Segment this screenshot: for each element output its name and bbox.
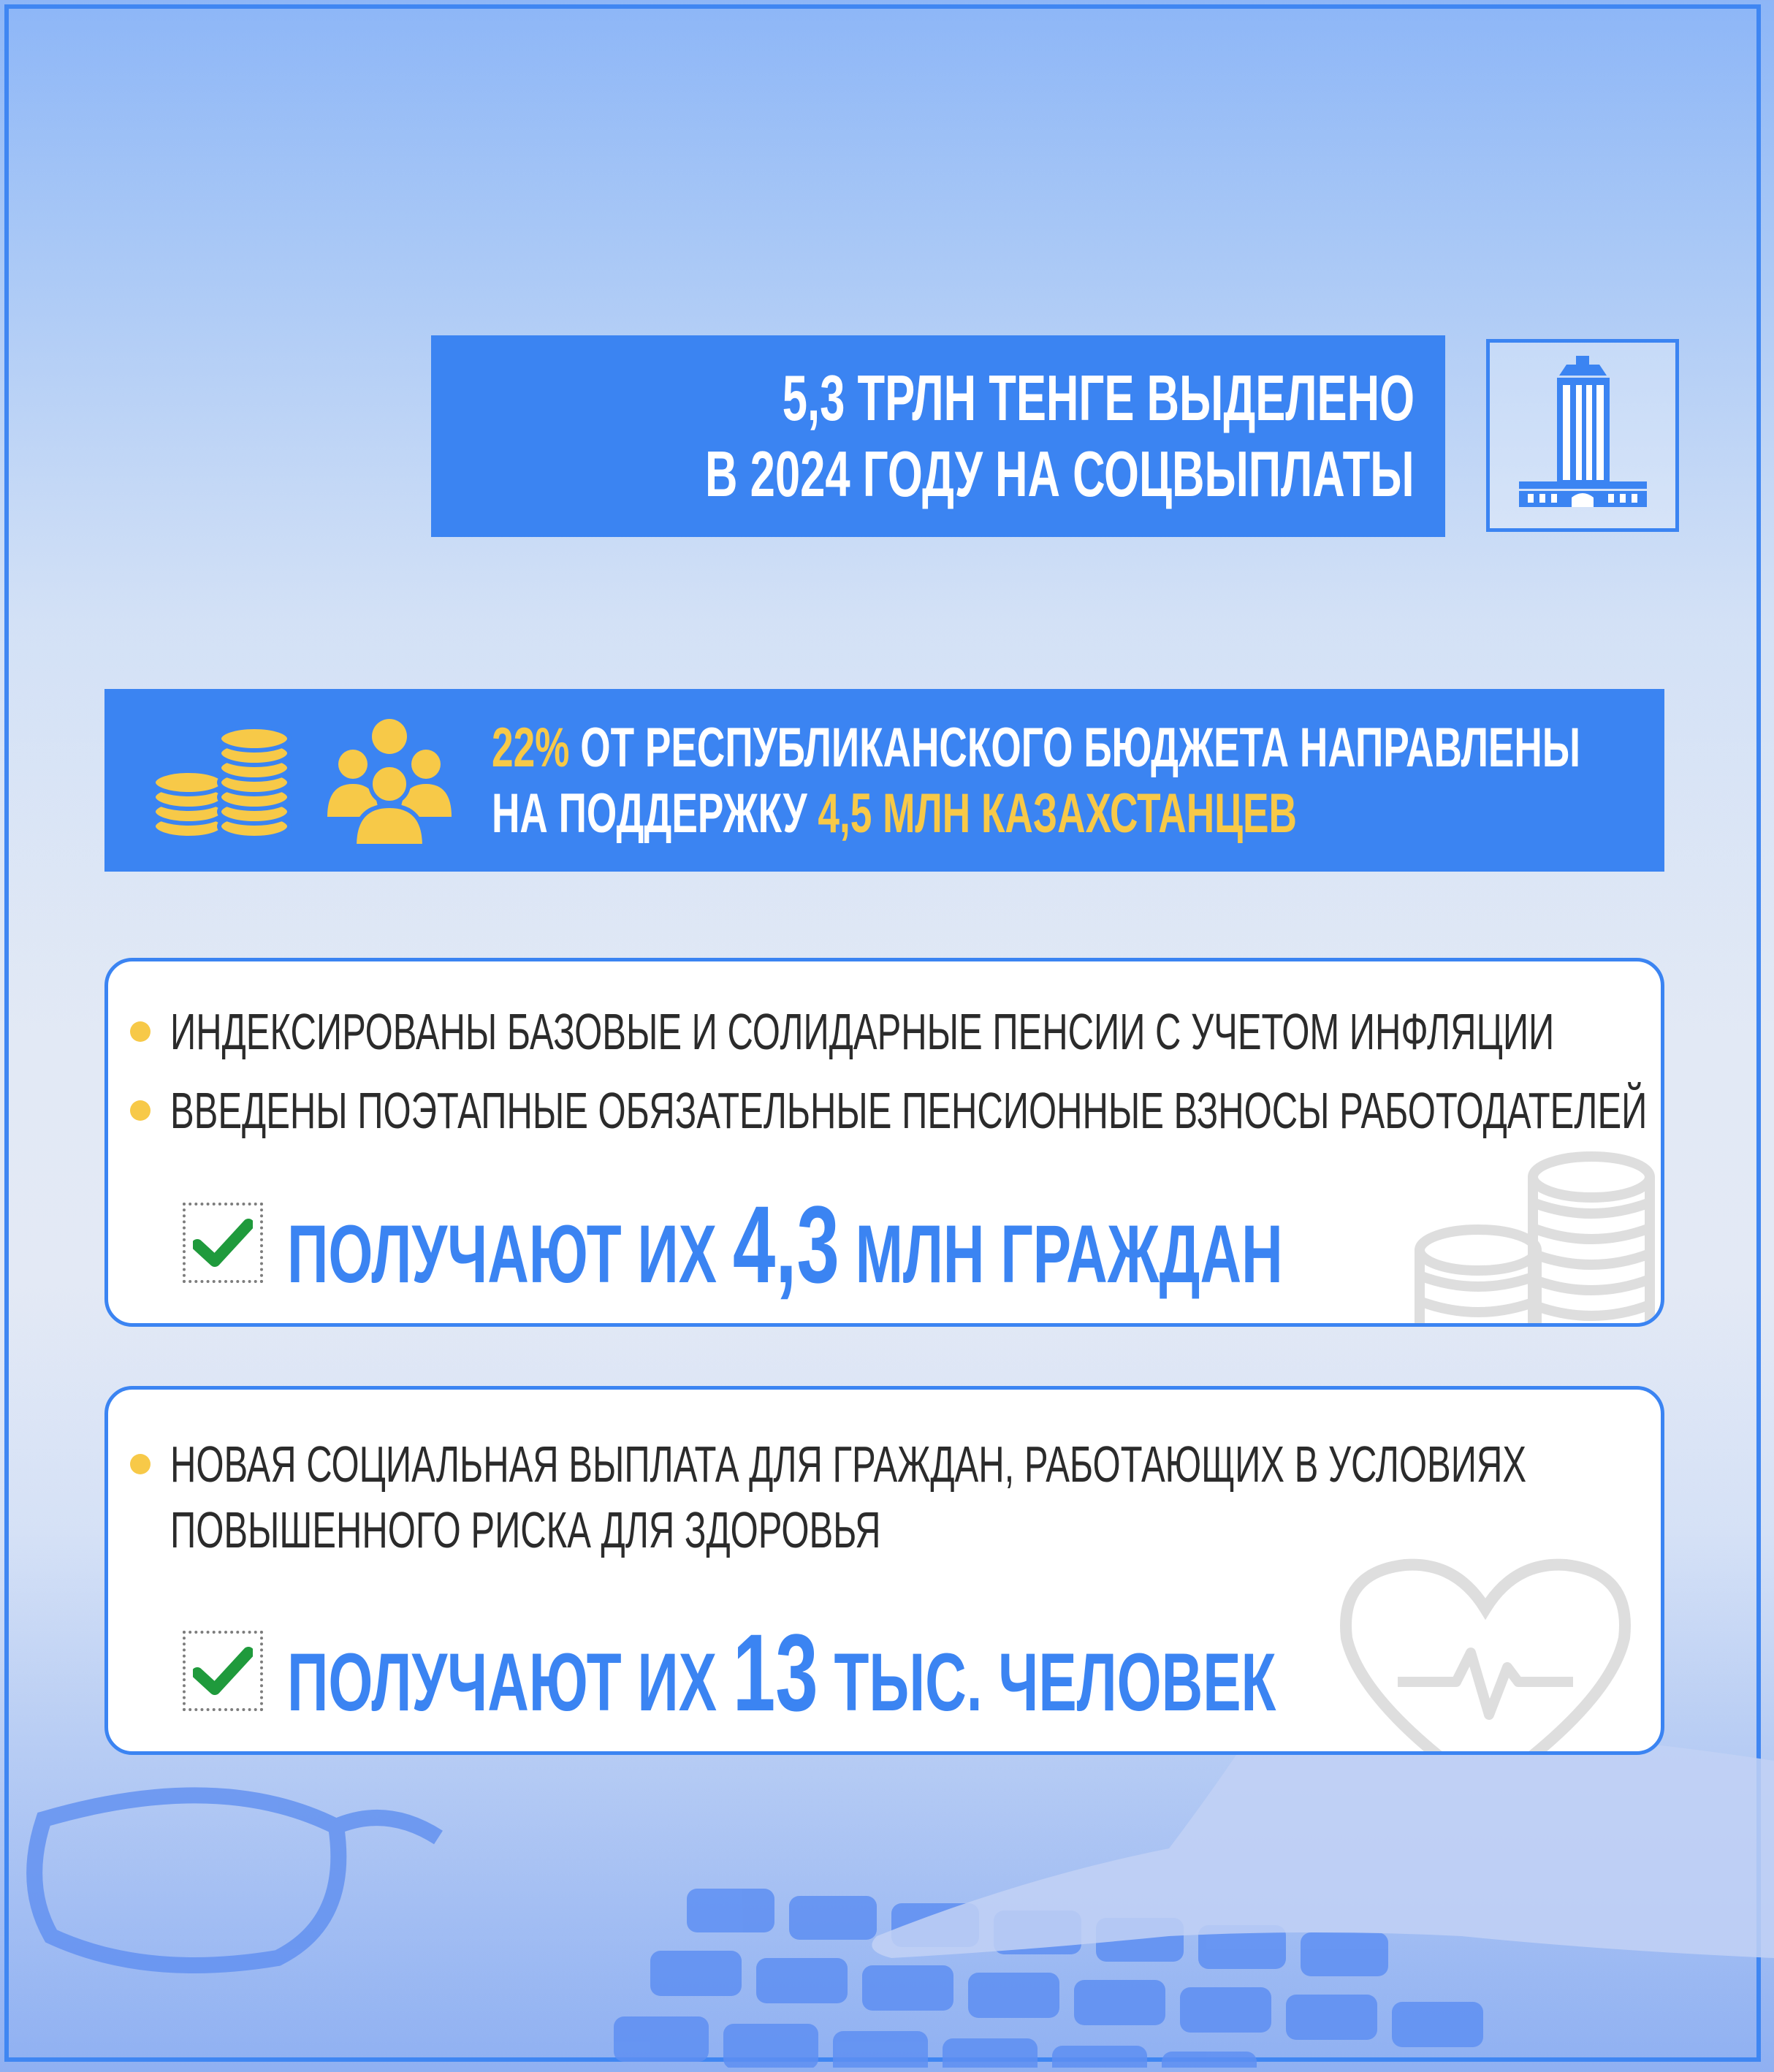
background-photo-calculator: [0, 1717, 1774, 2068]
bullet-dot: [130, 1454, 151, 1474]
government-building-icon: [1490, 343, 1675, 528]
budget-citizens-count: 4,5 МЛН КАЗАХСТАНЦЕВ: [818, 782, 1297, 845]
employer-contributions-text: ВВЕДЕНЫ ПОЭТАПНЫЕ ОБЯЗАТЕЛЬНЫЕ ПЕНСИОННЫЕ ВЗНОСЫ РАБОТОДАТЕЛЕЙ: [170, 1082, 1648, 1139]
budget-line-2-prefix: НА ПОДДЕРЖКУ: [492, 782, 818, 845]
result-suffix: МЛН ГРАЖДАН: [839, 1208, 1283, 1300]
pension-indexation-text: ИНДЕКСИРОВАНЫ БАЗОВЫЕ И СОЛИДАРНЫЕ ПЕНСИИ С УЧЕТОМ ИНФЛЯЦИИ: [170, 1003, 1555, 1060]
glasses-illustration: [34, 1795, 438, 1965]
hand-illustration: [872, 1724, 1774, 1958]
budget-band: [104, 689, 1664, 872]
title-line-2: В 2024 ГОДУ НА СОЦВЫПЛАТЫ: [705, 438, 1415, 510]
result-suffix: ТЫС. ЧЕЛОВЕК: [818, 1637, 1276, 1728]
budget-line-1: ОТ РЕСПУБЛИКАНСКОГО БЮДЖЕТА НАПРАВЛЕНЫ: [569, 717, 1580, 779]
checkmark-icon: [193, 1645, 253, 1696]
risk-payment-text-line-1: НОВАЯ СОЦИАЛЬНАЯ ВЫПЛАТА ДЛЯ ГРАЖДАН, РАБОТАЮЩИХ В УСЛОВИЯХ: [170, 1436, 1527, 1493]
bullet-dot: [130, 1100, 151, 1121]
risk-payment-text-line-2: ПОВЫШЕННОГО РИСКА ДЛЯ ЗДОРОВЬЯ: [170, 1501, 881, 1558]
title-line-1: 5,3 ТРЛН ТЕНГЕ ВЫДЕЛЕНО: [782, 362, 1415, 434]
title-banner: [431, 335, 1445, 537]
checkmark-box: [183, 1631, 263, 1711]
pension-recipients-number: 4,3: [732, 1183, 840, 1306]
risk-payment-card: [104, 1386, 1664, 1755]
checkmark-box: [183, 1203, 263, 1283]
risk-recipients-number: 13: [732, 1611, 818, 1734]
logo-frame: [1486, 339, 1679, 532]
checkmark-icon: [193, 1217, 253, 1268]
result-prefix: ПОЛУЧАЮТ ИХ: [287, 1637, 733, 1728]
pensions-card: [104, 958, 1664, 1327]
budget-percent: 22%: [492, 717, 570, 779]
result-prefix: ПОЛУЧАЮТ ИХ: [287, 1208, 733, 1300]
bullet-dot: [130, 1021, 151, 1042]
people-group-icon: [324, 715, 455, 846]
coins-icon: [152, 718, 298, 842]
